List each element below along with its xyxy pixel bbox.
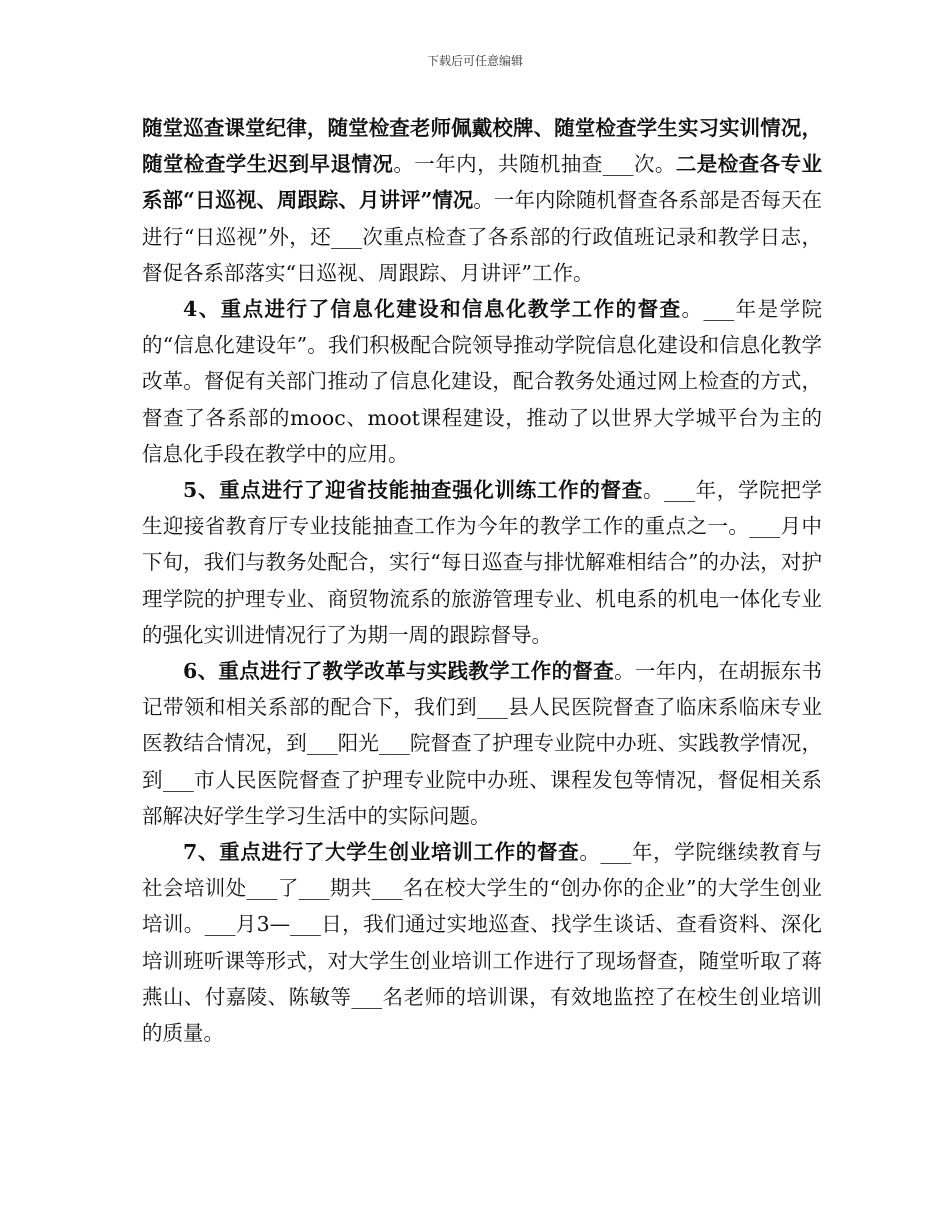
- item-heading: 6、重点进行了教学改革与实践教学工作的督查: [183, 659, 615, 684]
- item-heading: 4、重点进行了信息化建设和信息化教学工作的督查: [183, 297, 682, 322]
- body-text: 。一年内，共随机抽查___次。: [393, 152, 676, 177]
- paragraph-continuation: [142, 110, 822, 291]
- bold-lead-text: 随堂巡查课堂纪律，随堂检查老师佩戴校牌、随堂检查学生实习实训情况，随堂检查学生迟到早退情况: [142, 116, 822, 177]
- body-text: 。___年，学院把学生迎接省教育厅专业技能抽查工作为今年的教学工作的重点之一。___月中下旬，我们与教务处配合，实行“每日巡查与排忧解难相结合”的办法，对护理学院的护理专业、商贸物流系的旅游管理专业、机电系的机电一体化专业的强化实训进情况行了为期一周的跟踪督导。: [142, 478, 823, 647]
- document-body: [142, 110, 822, 1051]
- paragraph-item-5: [142, 472, 822, 653]
- bold-lead-text: 二是检查各专业系部“日巡视、周跟踪、月讲评”情况: [142, 152, 823, 213]
- body-text: 。一年内，在胡振东书记带领和相关系部的配合下，我们到___县人民医院督查了临床系临床专业医教结合情况，到___阳光___院督查了护理专业院中办班、实践教学情况，到___市人民医院督查了护理专业院中办班、课程发包等情况，督促相关系部解决好学生学习生活中的实际问题。: [142, 659, 822, 828]
- body-text: 。___年是学院的“信息化建设年”。我们积极配合院领导推动学院信息化建设和信息化教学改革。督促有关部门推动了信息化建设，配合教务处通过网上检查的方式，督查了各系部的mooc、moot课程建设，推动了以世界大学城平台为主的信息化手段在教学中的应用。: [142, 297, 823, 466]
- body-text: 。___年，学院继续教育与社会培训处___了___期共___名在校大学生的“创办你的企业”的大学生创业培训。___月3—___日，我们通过实地巡查、找学生谈话、查看资料、深化培训班听课等形式，对大学生创业培训工作进行了现场督查，随堂听取了蒋燕山、付嘉陵、陈敏等___名老师的培训课，有效地监控了在校生创业培训的质量。: [142, 840, 823, 1046]
- page-header: 下载后可任意编辑: [426, 54, 523, 68]
- item-heading: 7、重点进行了大学生创业培训工作的督查: [183, 840, 580, 865]
- paragraph-item-6: [142, 653, 822, 834]
- item-heading: 5、重点进行了迎省技能抽查强化训练工作的督查: [183, 478, 643, 503]
- paragraph-item-7: [142, 834, 822, 1051]
- paragraph-item-4: [142, 291, 822, 472]
- body-text: 。一年内除随机督查各系部是否每天在进行“日巡视”外，还___次重点检查了各系部的行政值班记录和教学日志，督促各系部落实“日巡视、周跟踪、月讲评”工作。: [142, 188, 822, 285]
